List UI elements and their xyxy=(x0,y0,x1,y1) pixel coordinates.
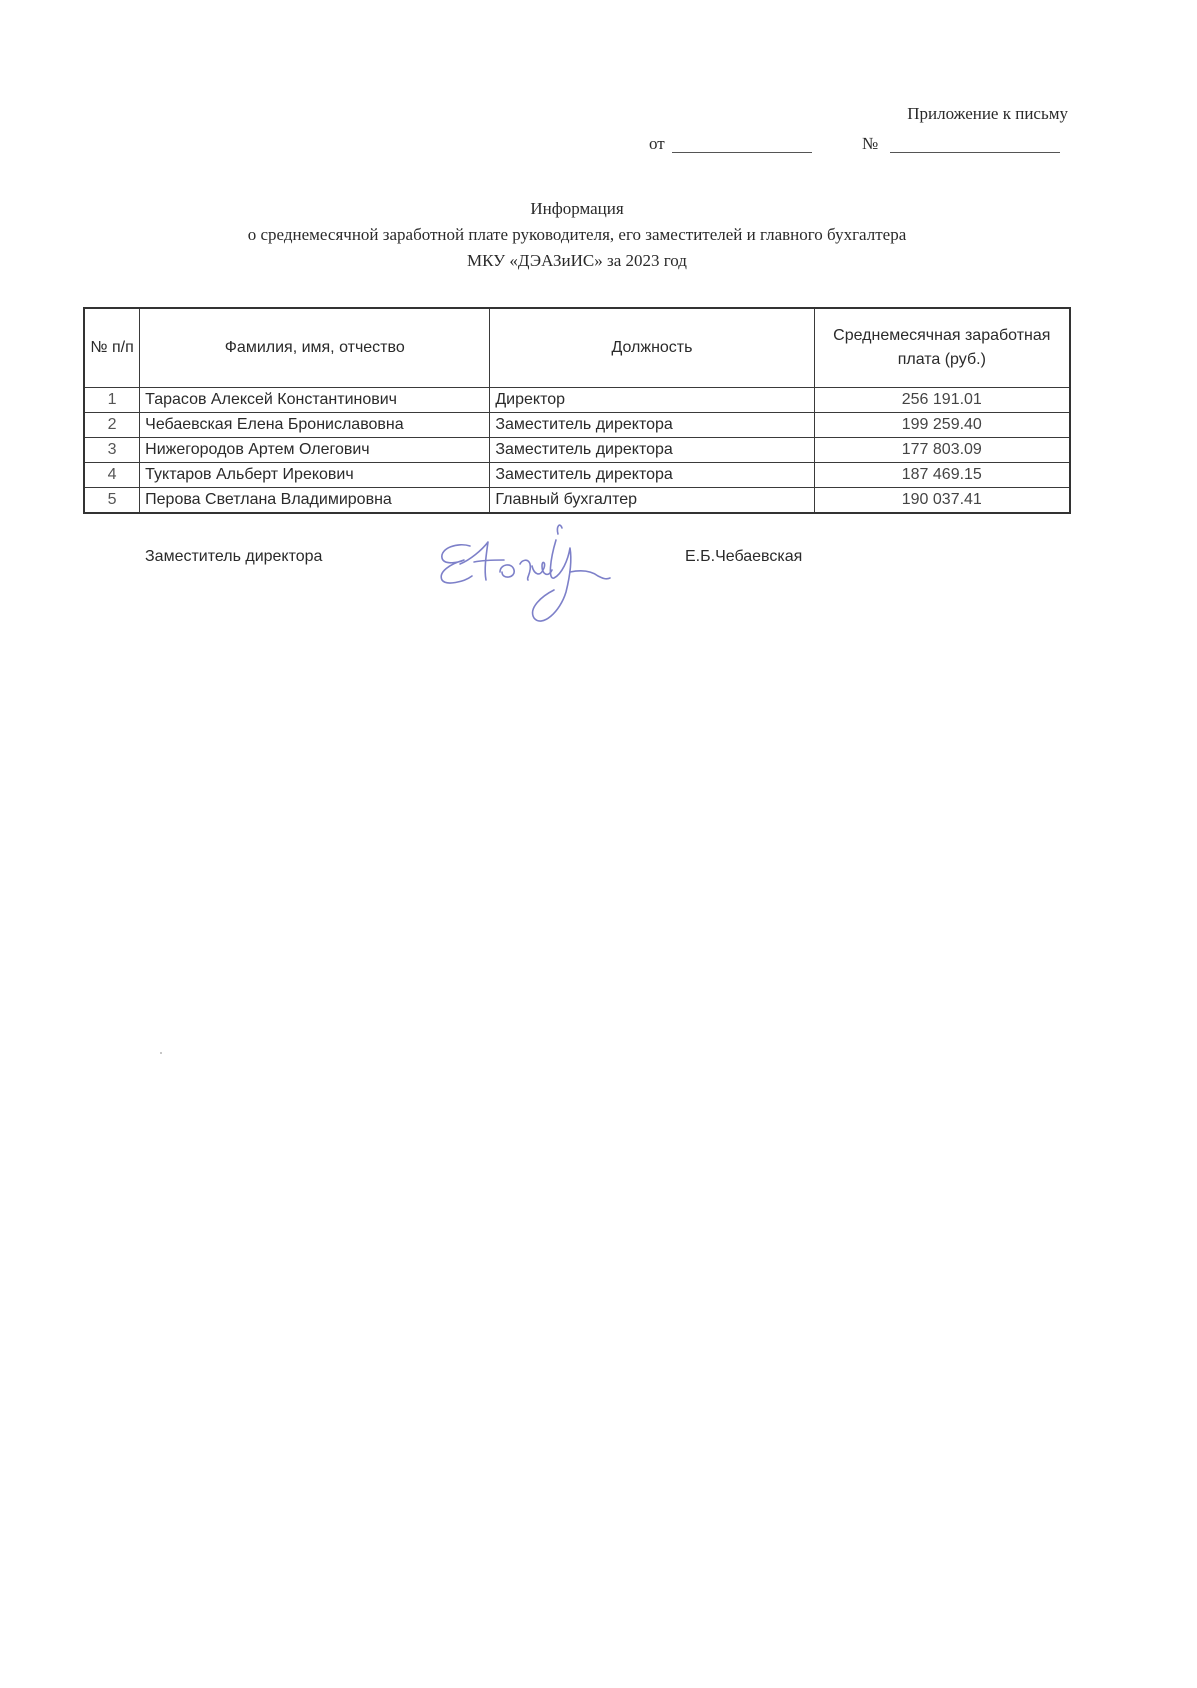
table-row xyxy=(84,388,1070,413)
signature-stroke xyxy=(520,560,530,580)
row-full-name: Чебаевская Елена Брониславовна xyxy=(140,413,490,438)
annex-date-number-line xyxy=(600,134,1068,158)
signatory-name: Е.Б.Чебаевская xyxy=(685,548,803,565)
annex-title: Приложение к письму xyxy=(907,104,1068,123)
signature-stroke xyxy=(532,562,552,574)
row-number: 4 xyxy=(84,463,140,488)
signature-stroke xyxy=(533,540,571,621)
scan-speck xyxy=(160,1052,162,1054)
row-full-name: Перова Светлана Владимировна xyxy=(140,488,490,514)
table-row xyxy=(84,463,1070,488)
header-number: № п/п xyxy=(84,308,140,388)
row-position: Заместитель директора xyxy=(490,438,814,463)
annex-number-blank xyxy=(890,152,1060,153)
row-full-name: Тарасов Алексей Константинович xyxy=(140,388,490,413)
row-number: 1 xyxy=(84,388,140,413)
row-full-name: Туктаров Альберт Ирекович xyxy=(140,463,490,488)
annex-note xyxy=(600,104,1068,158)
document-heading xyxy=(77,196,1077,274)
heading-subtitle: о среднемесячной заработной плате руководителя, его заместителей и главного бухгалтера xyxy=(247,225,907,244)
heading-organization-year: МКУ «ДЭАЗиИС» за 2023 год xyxy=(467,251,687,270)
annex-from-label: от xyxy=(649,134,665,153)
signature-stroke xyxy=(500,565,514,577)
handwritten-signature xyxy=(430,520,640,645)
table-row xyxy=(84,413,1070,438)
row-number: 5 xyxy=(84,488,140,514)
signature-stroke xyxy=(570,571,610,579)
signature-stroke xyxy=(557,525,562,534)
row-salary: 177 803.09 xyxy=(814,438,1070,463)
row-salary: 187 469.15 xyxy=(814,463,1070,488)
row-position: Директор xyxy=(490,388,814,413)
row-position: Заместитель директора xyxy=(490,413,814,438)
signatory-role: Заместитель директора xyxy=(145,548,323,565)
row-position: Заместитель директора xyxy=(490,463,814,488)
row-number: 2 xyxy=(84,413,140,438)
header-position: Должность xyxy=(490,308,814,388)
table-header-row xyxy=(84,308,1070,388)
header-average-salary: Среднемесячная заработная плата (руб.) xyxy=(814,308,1070,388)
table-row xyxy=(84,488,1070,514)
signature-stroke xyxy=(474,560,504,562)
annex-number-label: № xyxy=(862,134,879,153)
row-position: Главный бухгалтер xyxy=(490,488,814,514)
signature-strokes xyxy=(441,525,610,621)
heading-title: Информация xyxy=(530,199,624,218)
annex-date-blank xyxy=(672,152,812,153)
row-number: 3 xyxy=(84,438,140,463)
table-row xyxy=(84,438,1070,463)
row-salary: 199 259.40 xyxy=(814,413,1070,438)
salary-table xyxy=(83,307,1071,514)
row-salary: 256 191.01 xyxy=(814,388,1070,413)
header-full-name: Фамилия, имя, отчество xyxy=(140,308,490,388)
row-full-name: Нижегородов Артем Олегович xyxy=(140,438,490,463)
signature-stroke xyxy=(441,545,472,583)
row-salary: 190 037.41 xyxy=(814,488,1070,514)
